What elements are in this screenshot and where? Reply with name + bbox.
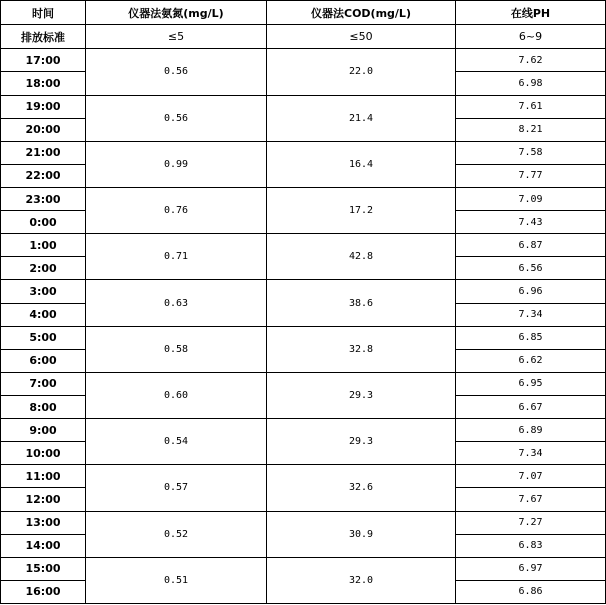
time-column-header: 时间 — [1, 1, 86, 25]
ph-value: 6.89 — [456, 419, 606, 442]
ph-value: 8.21 — [456, 118, 606, 141]
ph-value: 6.67 — [456, 395, 606, 418]
ph-value: 6.86 — [456, 580, 606, 603]
ph-value: 6.85 — [456, 326, 606, 349]
table-row — [1, 234, 606, 257]
ph-standard: 6~9 — [456, 25, 606, 49]
table-row — [1, 141, 606, 164]
table-row — [1, 187, 606, 210]
time-cell: 15:00 — [1, 557, 86, 580]
ammonia-value: 0.54 — [86, 419, 267, 465]
ph-value: 6.97 — [456, 557, 606, 580]
time-cell: 0:00 — [1, 211, 86, 234]
time-cell: 11:00 — [1, 465, 86, 488]
time-cell: 8:00 — [1, 395, 86, 418]
ammonia-value: 0.52 — [86, 511, 267, 557]
time-cell: 1:00 — [1, 234, 86, 257]
ammonia-value: 0.71 — [86, 234, 267, 280]
table-row — [1, 419, 606, 442]
ammonia-value: 0.63 — [86, 280, 267, 326]
ammonia-value: 0.57 — [86, 465, 267, 511]
ph-value: 6.62 — [456, 349, 606, 372]
cod-value: 32.6 — [267, 465, 456, 511]
table-row — [1, 557, 606, 580]
ph-value: 6.98 — [456, 72, 606, 95]
ammonia-value: 0.99 — [86, 141, 267, 187]
table-row — [1, 280, 606, 303]
ph-column-header: 在线PH — [456, 1, 606, 25]
cod-column-header: 仪器法COD(mg/L) — [267, 1, 456, 25]
ammonia-value: 0.60 — [86, 372, 267, 418]
time-cell: 22:00 — [1, 164, 86, 187]
cod-value: 16.4 — [267, 141, 456, 187]
cod-value: 32.8 — [267, 326, 456, 372]
ph-value: 7.62 — [456, 49, 606, 72]
time-cell: 6:00 — [1, 349, 86, 372]
ammonia-value: 0.51 — [86, 557, 267, 603]
time-cell: 19:00 — [1, 95, 86, 118]
time-cell: 10:00 — [1, 442, 86, 465]
time-cell: 16:00 — [1, 580, 86, 603]
time-cell: 12:00 — [1, 488, 86, 511]
cod-value: 42.8 — [267, 234, 456, 280]
ph-value: 6.87 — [456, 234, 606, 257]
cod-value: 17.2 — [267, 187, 456, 233]
table-row — [1, 326, 606, 349]
time-cell: 3:00 — [1, 280, 86, 303]
ph-value: 7.34 — [456, 303, 606, 326]
time-cell: 7:00 — [1, 372, 86, 395]
cod-value: 29.3 — [267, 372, 456, 418]
cod-value: 22.0 — [267, 49, 456, 95]
time-cell: 2:00 — [1, 257, 86, 280]
table-row — [1, 372, 606, 395]
ph-value: 7.34 — [456, 442, 606, 465]
time-cell: 14:00 — [1, 534, 86, 557]
cod-standard: ≤50 — [267, 25, 456, 49]
ammonia-column-header: 仪器法氨氮(mg/L) — [86, 1, 267, 25]
standard-row — [1, 25, 606, 49]
ph-value: 7.07 — [456, 465, 606, 488]
cod-value: 32.0 — [267, 557, 456, 603]
ph-value: 6.96 — [456, 280, 606, 303]
table-row — [1, 511, 606, 534]
ph-value: 7.58 — [456, 141, 606, 164]
ammonia-standard: ≤5 — [86, 25, 267, 49]
ph-value: 6.56 — [456, 257, 606, 280]
ammonia-value: 0.76 — [86, 187, 267, 233]
ph-value: 7.27 — [456, 511, 606, 534]
standard-label: 排放标准 — [1, 25, 86, 49]
ph-value: 7.09 — [456, 187, 606, 210]
cod-value: 29.3 — [267, 419, 456, 465]
ammonia-value: 0.56 — [86, 95, 267, 141]
time-cell: 17:00 — [1, 49, 86, 72]
ammonia-value: 0.58 — [86, 326, 267, 372]
ph-value: 7.61 — [456, 95, 606, 118]
time-cell: 20:00 — [1, 118, 86, 141]
table-row — [1, 49, 606, 72]
table-body — [1, 1, 606, 604]
time-cell: 4:00 — [1, 303, 86, 326]
ph-value: 7.43 — [456, 211, 606, 234]
ph-value: 6.95 — [456, 372, 606, 395]
header-row — [1, 1, 606, 25]
time-cell: 18:00 — [1, 72, 86, 95]
time-cell: 9:00 — [1, 419, 86, 442]
ammonia-value: 0.56 — [86, 49, 267, 95]
cod-value: 30.9 — [267, 511, 456, 557]
cod-value: 38.6 — [267, 280, 456, 326]
time-cell: 23:00 — [1, 187, 86, 210]
time-cell: 5:00 — [1, 326, 86, 349]
cod-value: 21.4 — [267, 95, 456, 141]
table-row — [1, 95, 606, 118]
time-cell: 21:00 — [1, 141, 86, 164]
time-cell: 13:00 — [1, 511, 86, 534]
ph-value: 6.83 — [456, 534, 606, 557]
ph-value: 7.77 — [456, 164, 606, 187]
ph-value: 7.67 — [456, 488, 606, 511]
table-row — [1, 465, 606, 488]
